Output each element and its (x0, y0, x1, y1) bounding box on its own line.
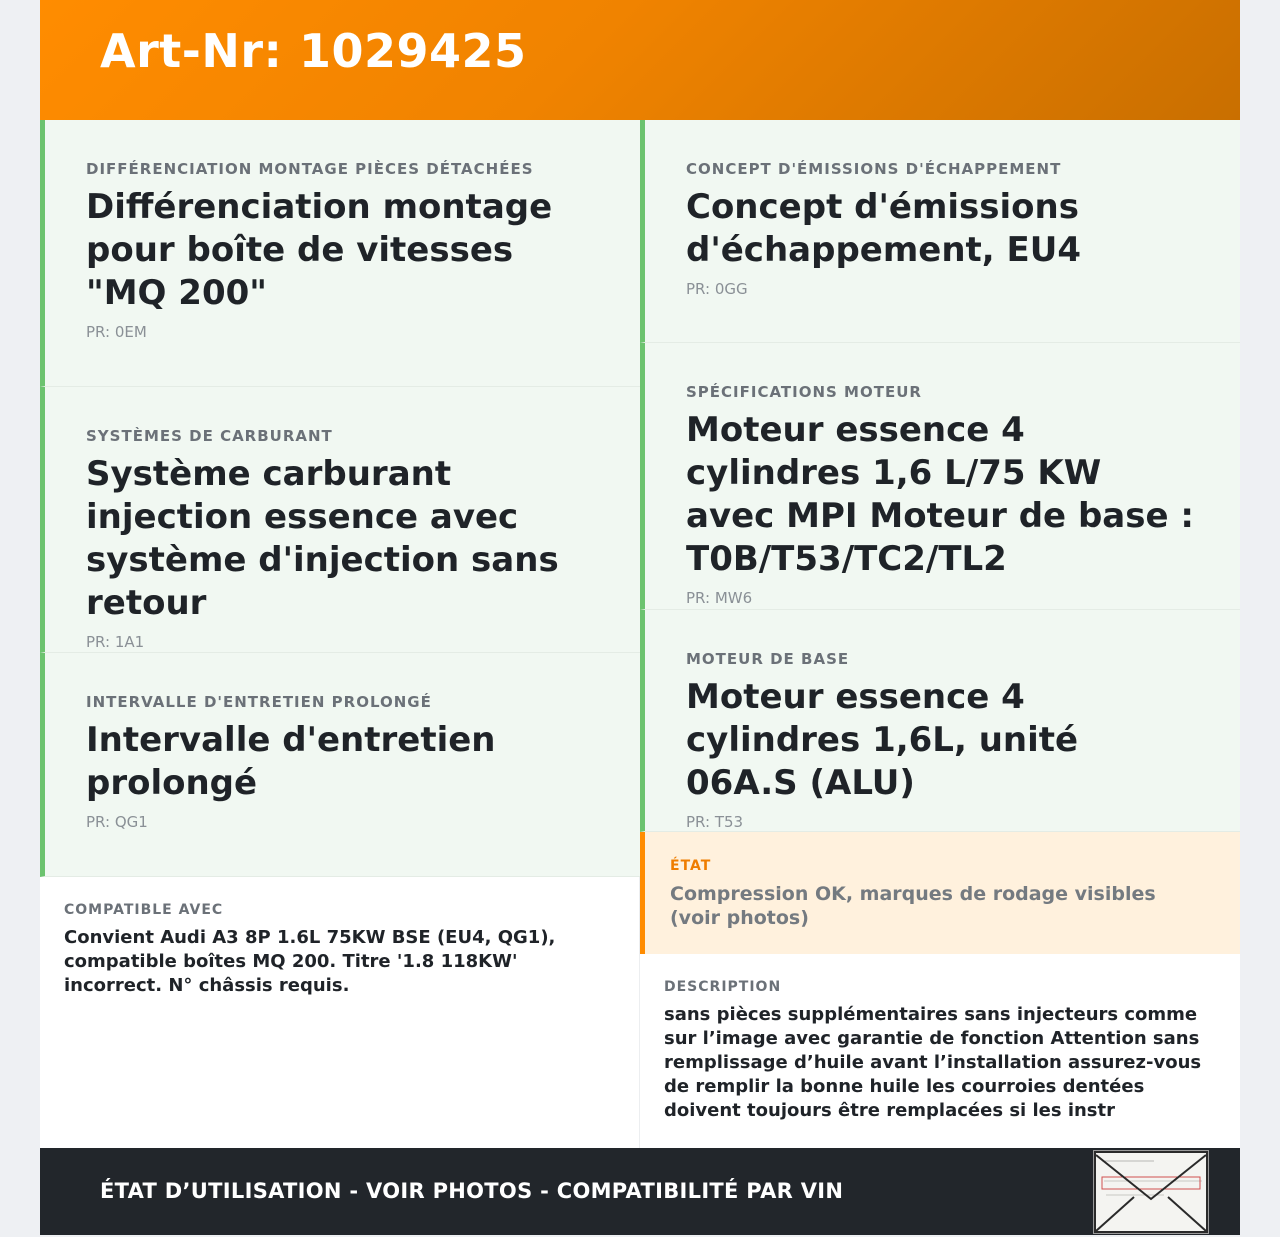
footer-slogan: ÉTAT D’UTILISATION - VOIR PHOTOS - COMPATIBILITÉ PAR VIN (100, 1179, 844, 1203)
article-number-title: Art-Nr: 1029425 (100, 24, 527, 78)
card-specifications-moteur (640, 343, 1240, 610)
card-label: CONCEPT D'ÉMISSIONS D'ÉCHAPPEMENT (686, 160, 1062, 178)
card-pr-code: PR: MW6 (686, 589, 753, 607)
etat-section (640, 832, 1240, 954)
card-pr-code: PR: T53 (686, 813, 744, 831)
compatible-text: Convient Audi A3 8P 1.6L 75KW BSE (EU4, QG1), compatible boîtes MQ 200. Titre '1.8 118KW' incorrect. N° châssis requis. (64, 927, 556, 996)
card-label: INTERVALLE D'ENTRETIEN PROLONGÉ (86, 693, 432, 711)
card-pr-code: PR: QG1 (86, 813, 148, 831)
card-label: MOTEUR DE BASE (686, 650, 850, 668)
description-section (640, 954, 1240, 1148)
card-intervalle-entretien (40, 653, 640, 877)
card-pr-code: PR: 1A1 (86, 633, 145, 651)
page (40, 0, 1240, 1235)
etat-label: ÉTAT (670, 858, 712, 874)
envelope-icon (1093, 1150, 1209, 1234)
card-value: Système carburant injection essence avec système d'injection sans retour (86, 454, 559, 623)
etat-text: Compression OK, marques de rodage visibles (voir photos) (670, 883, 1156, 929)
description-text: sans pièces supplémentaires sans injecteurs comme sur l’image avec garantie de fonction Attention sans remplissage d’huile avant l’installation assurez-vous de remplir la bonne huile les courroies dentées doivent toujours être remplacées si les instr (664, 1004, 1202, 1121)
card-moteur-de-base (640, 610, 1240, 832)
card-label: DIFFÉRENCIATION MONTAGE PIÈCES DÉTACHÉES (86, 160, 534, 178)
card-value: Intervalle d'entretien prolongé (86, 720, 496, 803)
compatible-section (40, 877, 640, 1148)
card-value: Moteur essence 4 cylindres 1,6 L/75 KW avec MPI Moteur de base : T0B/T53/TC2/TL2 (686, 410, 1194, 579)
card-pr-code: PR: 0EM (86, 323, 147, 341)
description-label: DESCRIPTION (664, 979, 782, 995)
header-banner (40, 0, 1240, 120)
footer-bar (40, 1148, 1240, 1235)
card-differenciation-montage (40, 120, 640, 387)
compatible-label: COMPATIBLE AVEC (64, 902, 224, 918)
card-label: SYSTÈMES DE CARBURANT (86, 427, 333, 445)
card-value: Concept d'émissions d'échappement, EU4 (686, 187, 1082, 270)
card-concept-emissions (640, 120, 1240, 343)
card-label: SPÉCIFICATIONS MOTEUR (686, 383, 922, 401)
card-value: Différenciation montage pour boîte de vitesses "MQ 200" (86, 187, 553, 313)
card-value: Moteur essence 4 cylindres 1,6L, unité 06A.S (ALU) (686, 677, 1079, 803)
card-pr-code: PR: 0GG (686, 280, 748, 298)
card-systemes-carburant (40, 387, 640, 653)
